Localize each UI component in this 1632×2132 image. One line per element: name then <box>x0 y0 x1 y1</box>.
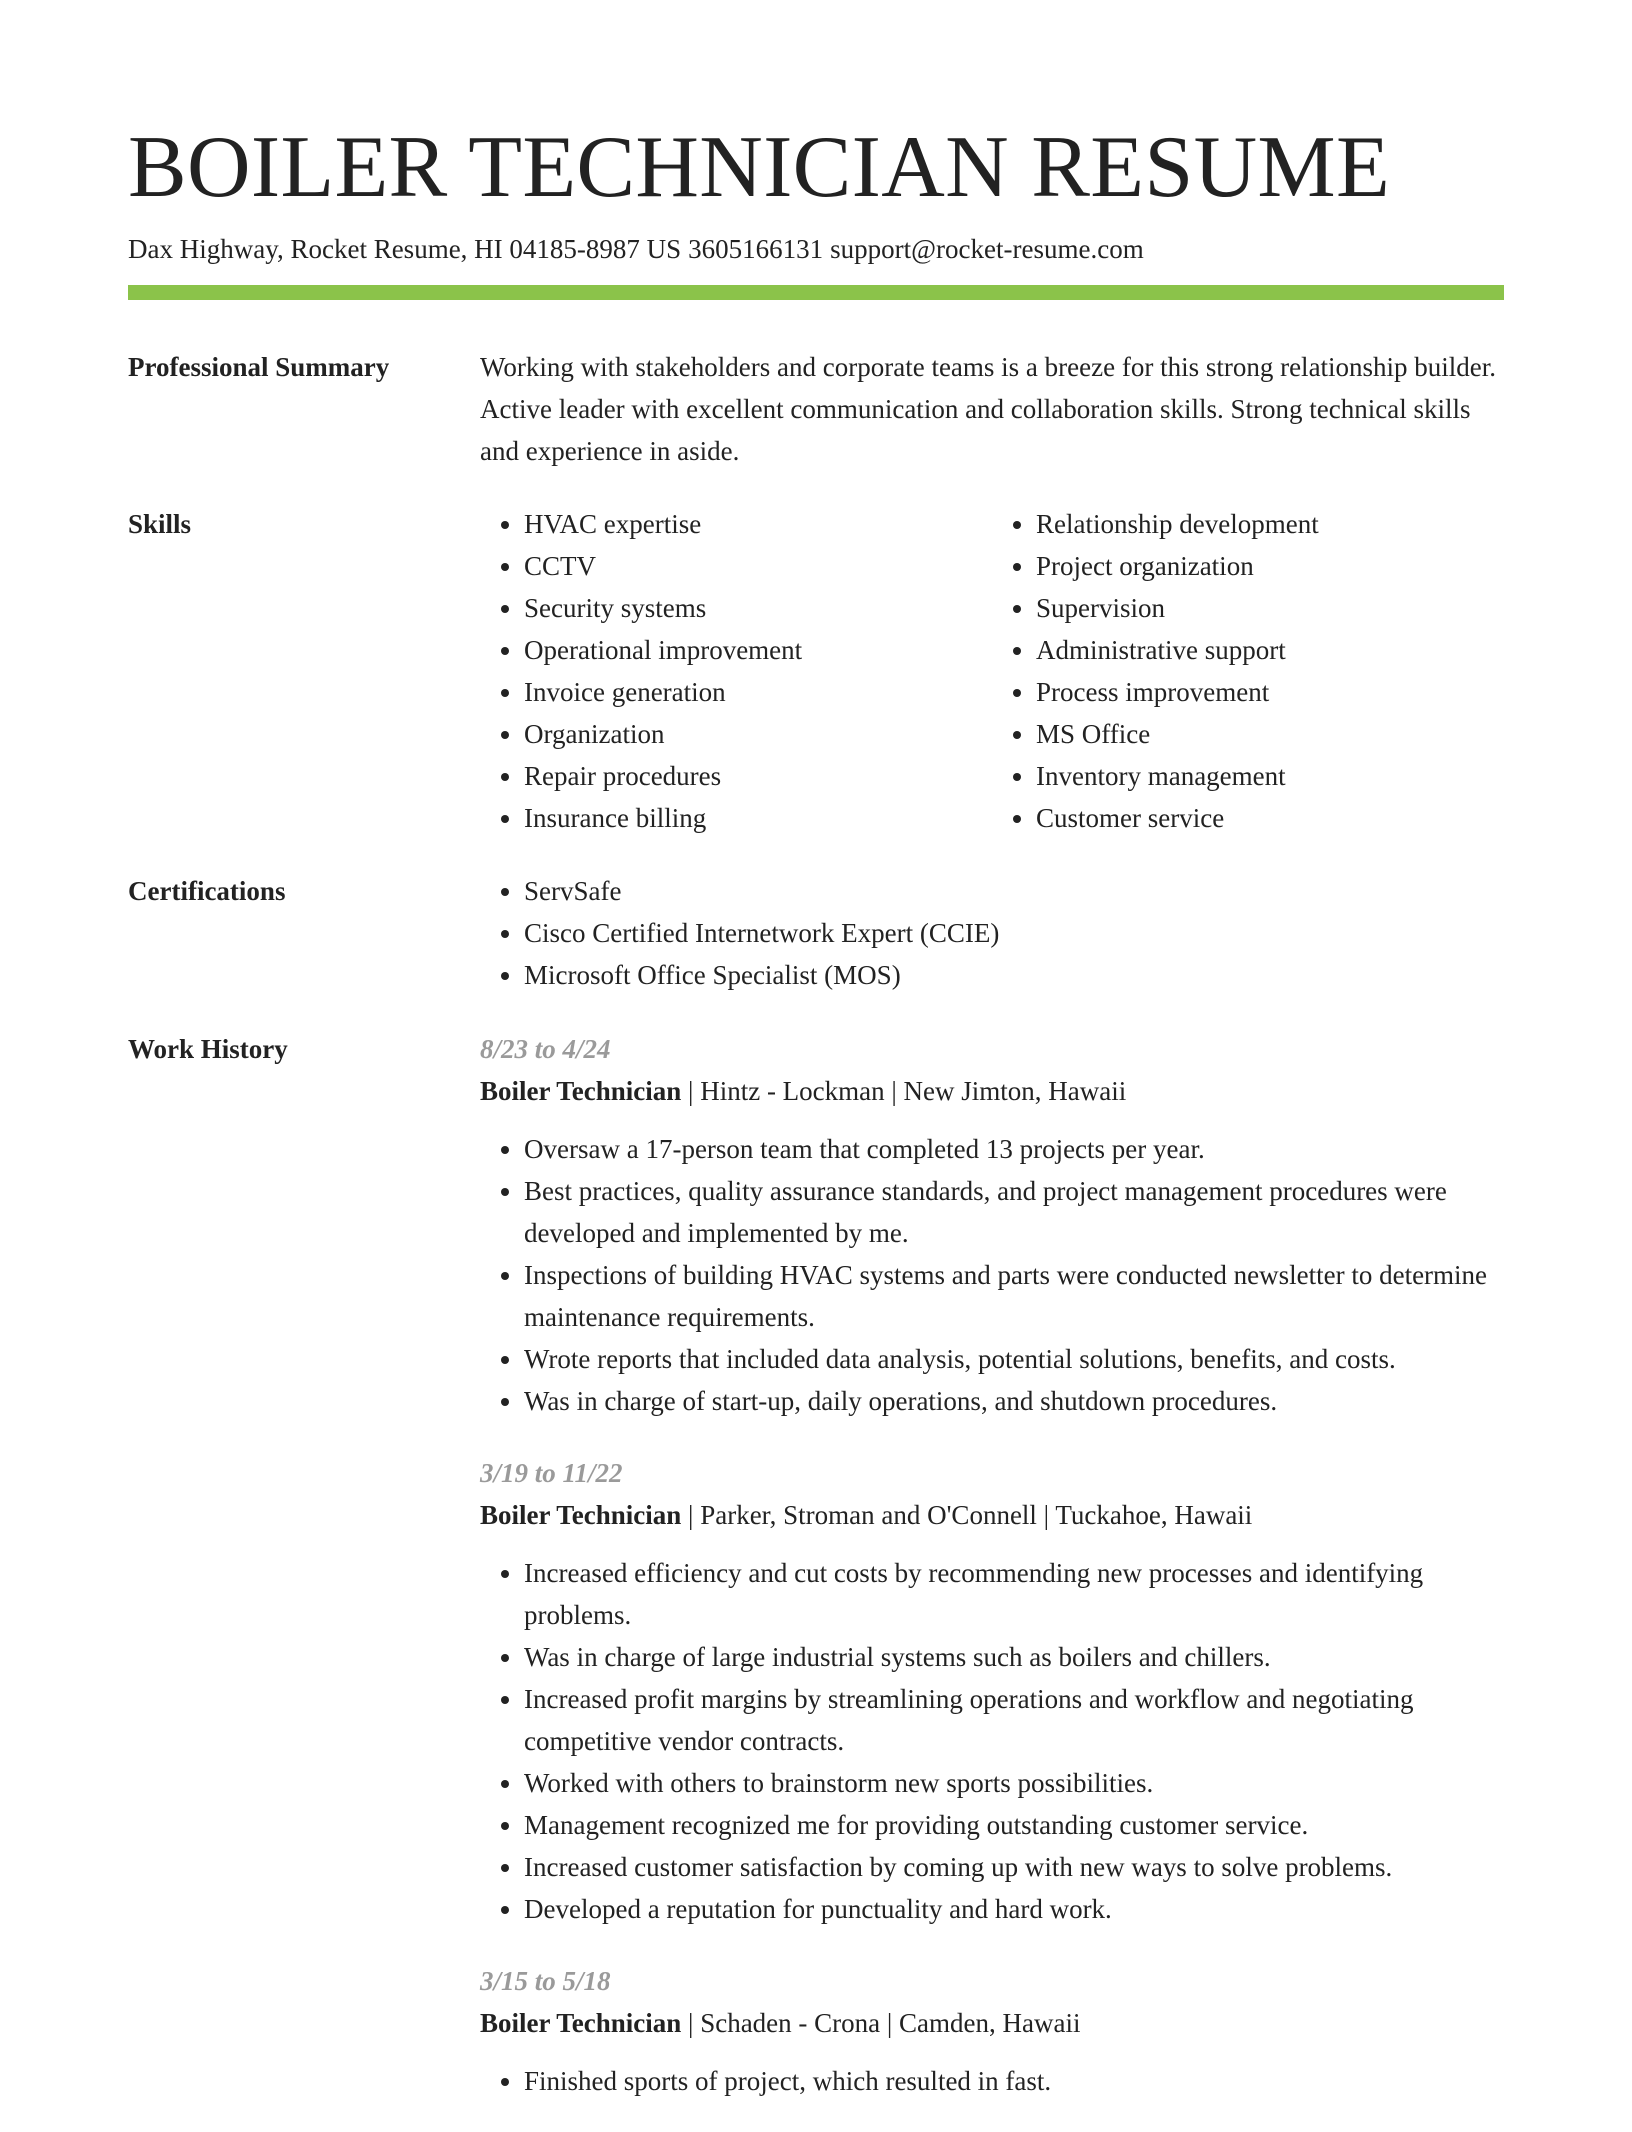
summary-label: Professional Summary <box>128 352 390 382</box>
job-title-line <box>480 1070 1504 1112</box>
skill-item: • HVAC expertise <box>524 503 992 545</box>
work-history-body <box>480 1028 1504 2132</box>
job-duty: • Developed a reputation for punctuality and hard work. <box>524 1888 1504 1930</box>
certifications-body <box>480 870 1504 996</box>
certification-item: • ServSafe <box>524 870 1504 912</box>
contact-line <box>128 230 1144 268</box>
job-duties-list <box>480 2060 1504 2102</box>
summary-text: Working with stakeholders and corporate teams is a breeze for this strong relationship builder. Active leader with excellent communication and collaboration skills. Strong technical skills and experience in aside. <box>480 352 1497 466</box>
skill-item: • Customer service <box>1036 797 1504 839</box>
job-dates: 3/19 to 11/22 <box>480 1458 623 1488</box>
skills-list-left <box>480 503 992 839</box>
skill-item: • CCTV <box>524 545 992 587</box>
skill-item: • MS Office <box>1036 713 1504 755</box>
skills-label: Skills <box>128 509 192 539</box>
job-role: Boiler Technician <box>480 1500 682 1530</box>
header-divider <box>128 285 1504 300</box>
job-role: Boiler Technician <box>480 2008 682 2038</box>
job-employer-location: | Hintz - Lockman | New Jimton, Hawaii <box>681 1076 1127 1106</box>
summary-body <box>480 346 1504 472</box>
skill-item: • Administrative support <box>1036 629 1504 671</box>
certifications-label: Certifications <box>128 876 286 906</box>
job-title-line <box>480 1494 1504 1536</box>
job-duty: • Was in charge of start-up, daily operations, and shutdown procedures. <box>524 1380 1504 1422</box>
skill-item: • Inventory management <box>1036 755 1504 797</box>
skill-item: • Organization <box>524 713 992 755</box>
job-entry <box>480 1960 1504 2102</box>
skill-item: • Relationship development <box>1036 503 1504 545</box>
job-title-line <box>480 2002 1504 2044</box>
job-employer-location: | Parker, Stroman and O'Connell | Tuckahoe, Hawaii <box>681 1500 1253 1530</box>
work-history-label: Work History <box>128 1034 288 1064</box>
job-duty: • Increased customer satisfaction by coming up with new ways to solve problems. <box>524 1846 1504 1888</box>
job-role: Boiler Technician <box>480 1076 682 1106</box>
job-duty: • Wrote reports that included data analysis, potential solutions, benefits, and costs. <box>524 1338 1504 1380</box>
contact-phone: 3605166131 <box>688 234 824 264</box>
certification-item: • Microsoft Office Specialist (MOS) <box>524 954 1504 996</box>
contact-email: support@rocket-resume.com <box>830 234 1144 264</box>
job-duty: • Increased efficiency and cut costs by recommending new processes and identifying problems. <box>524 1552 1504 1636</box>
skills-body <box>480 503 1504 839</box>
job-duty: • Finished sports of project, which resulted in fast. <box>524 2060 1504 2102</box>
contact-address: Dax Highway, Rocket Resume, HI 04185-8987 US <box>128 234 682 264</box>
skill-item: • Project organization <box>1036 545 1504 587</box>
resume-title: BOILER TECHNICIAN RESUME <box>128 119 1391 216</box>
job-duty: • Worked with others to brainstorm new sports possibilities. <box>524 1762 1504 1804</box>
job-entry <box>480 1452 1504 1930</box>
job-duties-list <box>480 1128 1504 1422</box>
certification-item: • Cisco Certified Internetwork Expert (CCIE) <box>524 912 1504 954</box>
skill-item: • Invoice generation <box>524 671 992 713</box>
job-duty: • Management recognized me for providing outstanding customer service. <box>524 1804 1504 1846</box>
job-duties-list <box>480 1552 1504 1930</box>
job-entry <box>480 1028 1504 1422</box>
job-employer-location: | Schaden - Crona | Camden, Hawaii <box>681 2008 1081 2038</box>
job-duty: • Oversaw a 17-person team that completed 13 projects per year. <box>524 1128 1504 1170</box>
job-dates: 8/23 to 4/24 <box>480 1034 611 1064</box>
skill-item: • Operational improvement <box>524 629 992 671</box>
job-duty: • Inspections of building HVAC systems and parts were conducted newsletter to determine maintenance requirements. <box>524 1254 1504 1338</box>
certifications-list <box>480 870 1504 996</box>
skills-list-right <box>992 503 1504 839</box>
skill-item: • Repair procedures <box>524 755 992 797</box>
job-duty: • Best practices, quality assurance standards, and project management procedures were developed and implemented by me. <box>524 1170 1504 1254</box>
skill-item: • Security systems <box>524 587 992 629</box>
skill-item: • Process improvement <box>1036 671 1504 713</box>
job-duty: • Was in charge of large industrial systems such as boilers and chillers. <box>524 1636 1504 1678</box>
job-dates: 3/15 to 5/18 <box>480 1966 611 1996</box>
skill-item: • Insurance billing <box>524 797 992 839</box>
job-duty: • Increased profit margins by streamlining operations and workflow and negotiating competitive vendor contracts. <box>524 1678 1504 1762</box>
skill-item: • Supervision <box>1036 587 1504 629</box>
